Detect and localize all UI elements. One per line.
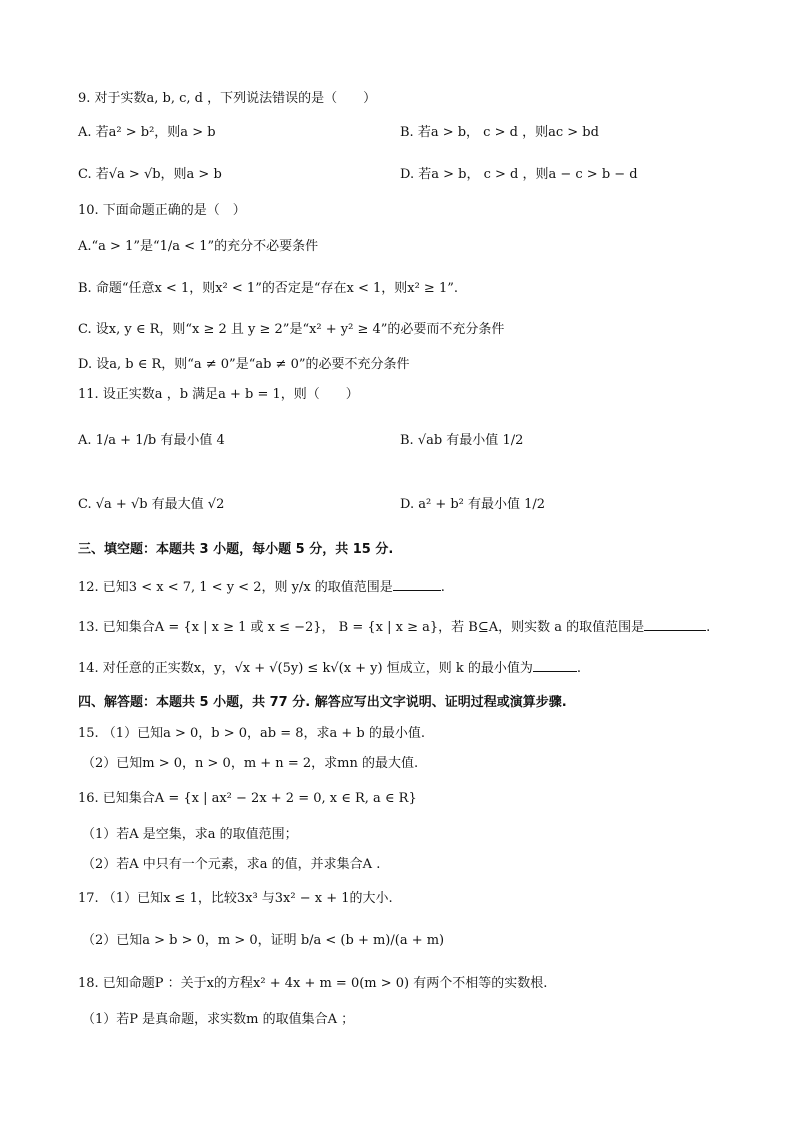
question-13-text: 13. 已知集合A = {x | x ≥ 1 或 x ≤ −2}， B = {x | x ≥ a}，若 B⊆A，则实数 a 的取值范围是 (78, 620, 645, 635)
answer-blank-12 (393, 578, 441, 591)
question-13: 13. 已知集合A = {x | x ≥ 1 或 x ≤ −2}， B = {x | x ≥ a}，若 B⊆A，则实数 a 的取值范围是 . (78, 620, 711, 635)
option-9a: A. 若a² > b²，则a > b (78, 125, 216, 140)
question-11: 11. 设正实数a ，b 满足a + b = 1，则（ ） (78, 387, 359, 402)
question-15-part-1: 15. （1）已知a > 0，b > 0，ab = 8，求a + b 的最小值. (78, 726, 426, 741)
option-9c: C. 若√a > √b，则a > b (78, 167, 222, 182)
option-11c: C. √a + √b 有最大值 √2 (78, 497, 225, 512)
question-14: 14. 对任意的正实数x，y，√x + √(5y) ≤ k√(x + y) 恒成立，则 k 的最小值为 . (78, 661, 582, 676)
question-12-text: 12. 已知3 < x < 7, 1 < y < 2，则 y/x 的取值范围是 (78, 580, 393, 595)
option-9b: B. 若a > b， c > d ，则ac > bd (400, 125, 599, 140)
section-4-title: 四、解答题：本题共 5 小题，共 77 分. 解答应写出文字说明、证明过程或演算步骤. (78, 695, 567, 710)
question-16: 16. 已知集合A = {x | ax² − 2x + 2 = 0, x ∈ R, a ∈ R} (78, 791, 417, 806)
question-17-part-2: （2）已知a > b > 0，m > 0，证明 b/a < (b + m)/(a + m) (82, 933, 445, 948)
option-11a: A. 1/a + 1/b 有最小值 4 (78, 433, 225, 448)
option-10d: D. 设a, b ∈ R，则“a ≠ 0”是“ab ≠ 0”的必要不充分条件 (78, 357, 410, 372)
question-10: 10. 下面命题正确的是（ ） (78, 203, 246, 218)
option-11b: B. √ab 有最小值 1/2 (400, 433, 524, 448)
question-17-part-1: 17. （1）已知x ≤ 1，比较3x³ 与3x² − x + 1的大小. (78, 891, 393, 906)
option-9d: D. 若a > b， c > d ，则a − c > b − d (400, 167, 638, 182)
question-14-text: 14. 对任意的正实数x，y，√x + √(5y) ≤ k√(x + y) 恒成立，则 k 的最小值为 (78, 661, 533, 676)
answer-blank-14 (533, 659, 577, 672)
option-10a: A.“a > 1”是“1/a < 1”的充分不必要条件 (78, 239, 319, 254)
option-11d: D. a² + b² 有最小值 1/2 (400, 497, 546, 512)
question-12: 12. 已知3 < x < 7, 1 < y < 2，则 y/x 的取值范围是 . (78, 580, 445, 595)
question-16-part-1: （1）若A 是空集，求a 的取值范围； (82, 827, 298, 842)
question-16-part-2: （2）若A 中只有一个元素，求a 的值，并求集合A . (82, 857, 381, 872)
question-18-part-1: （1）若P 是真命题，求实数m 的取值集合A ； (82, 1012, 355, 1027)
option-10c: C. 设x, y ∈ R，则“x ≥ 2 且 y ≥ 2”是“x² + y² ≥ 4”的必要而不充分条件 (78, 322, 505, 337)
section-3-title: 三、填空题：本题共 3 小题，每小题 5 分，共 15 分. (78, 542, 394, 557)
question-18: 18. 已知命题P ：关于x的方程x² + 4x + m = 0(m > 0) 有两个不相等的实数根. (78, 976, 548, 991)
option-10b: B. 命题“任意x < 1，则x² < 1”的否定是“存在x < 1，则x² ≥ 1”. (78, 281, 458, 296)
question-15-part-2: （2）已知m > 0，n > 0，m + n = 2，求mn 的最大值. (82, 756, 419, 771)
question-9: 9. 对于实数a, b, c, d ，下列说法错误的是（ ） (78, 91, 377, 106)
answer-blank-13 (644, 618, 706, 631)
